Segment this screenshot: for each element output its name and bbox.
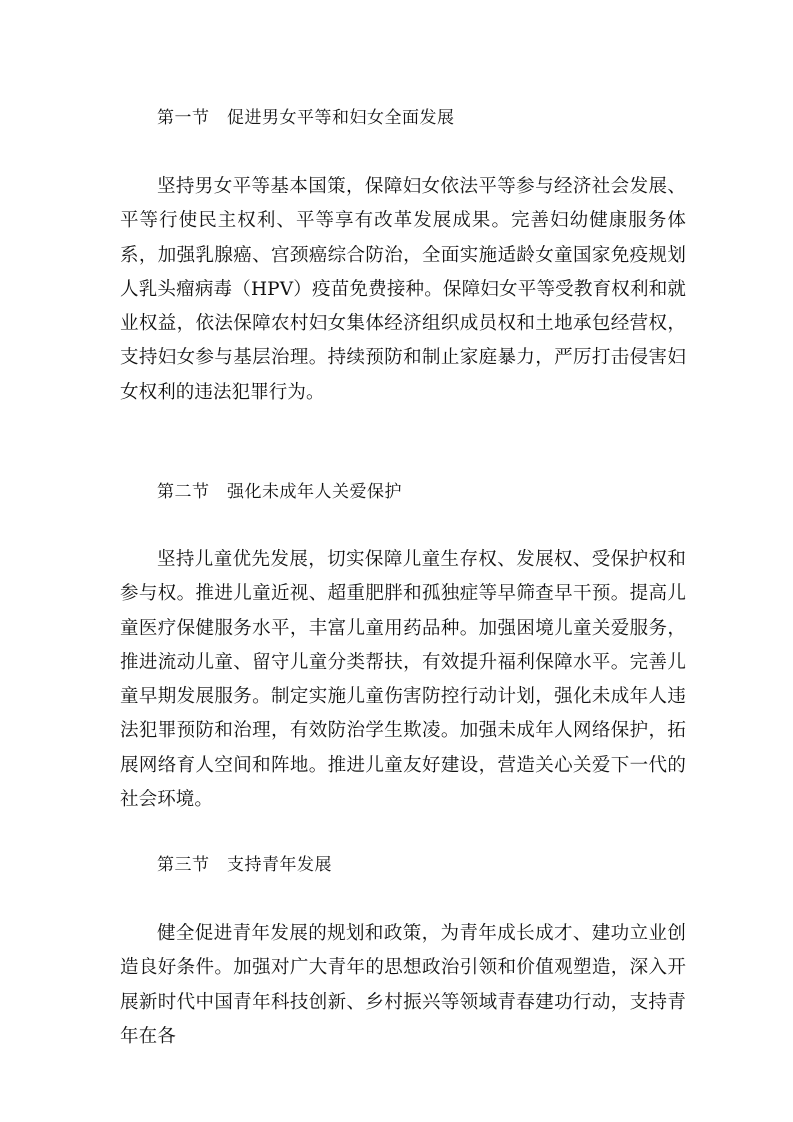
section-1-heading: 第一节 促进男女平等和妇女全面发展 [157,108,455,128]
section-2-paragraph: 坚持儿童优先发展，切实保障儿童生存权、发展权、受保护权和参与权。推进儿童近视、超重肥胖和孤独症等早筛查早干预。提高儿童医疗保健服务水平，丰富儿童用药品种。加强困境儿童关爱服务，推进流动儿童、留守儿童分类帮扶，有效提升福利保障水平。完善儿童早期发展服务。制定实施儿童伤害防控行动计划，强化未成年人违法犯罪预防和治理，有效防治学生欺凌。加强未成年人网络保护，拓展网络育人空间和阵地。推进儿童友好建设，营造关心关爱下一代的社会环境。 [120,549,686,811]
section-3-paragraph: 健全促进青年发展的规划和政策，为青年成长成才、建功立业创造良好条件。加强对广大青年的思想政治引领和价值观塑造，深入开展新时代中国青年科技创新、乡村振兴等领域青春建功行动，支持青年在各 [120,923,686,1047]
section-2-heading: 第二节 强化未成年人关爱保护 [157,482,402,502]
section-1-paragraph: 坚持男女平等基本国策，保障妇女依法平等参与经济社会发展、平等行使民主权利、平等享有改革发展成果。完善妇幼健康服务体系，加强乳腺癌、宫颈癌综合防治，全面实施适龄女童国家免疫规划人乳头瘤病毒（HPV）疫苗免费接种。保障妇女平等受教育权利和就业权益，依法保障农村妇女集体经济组织成员权和土地承包经营权，支持妇女参与基层治理。持续预防和制止家庭暴力，严厉打击侵害妇女权利的违法犯罪行为。 [120,176,686,403]
section-3-heading: 第三节 支持青年发展 [157,855,332,875]
